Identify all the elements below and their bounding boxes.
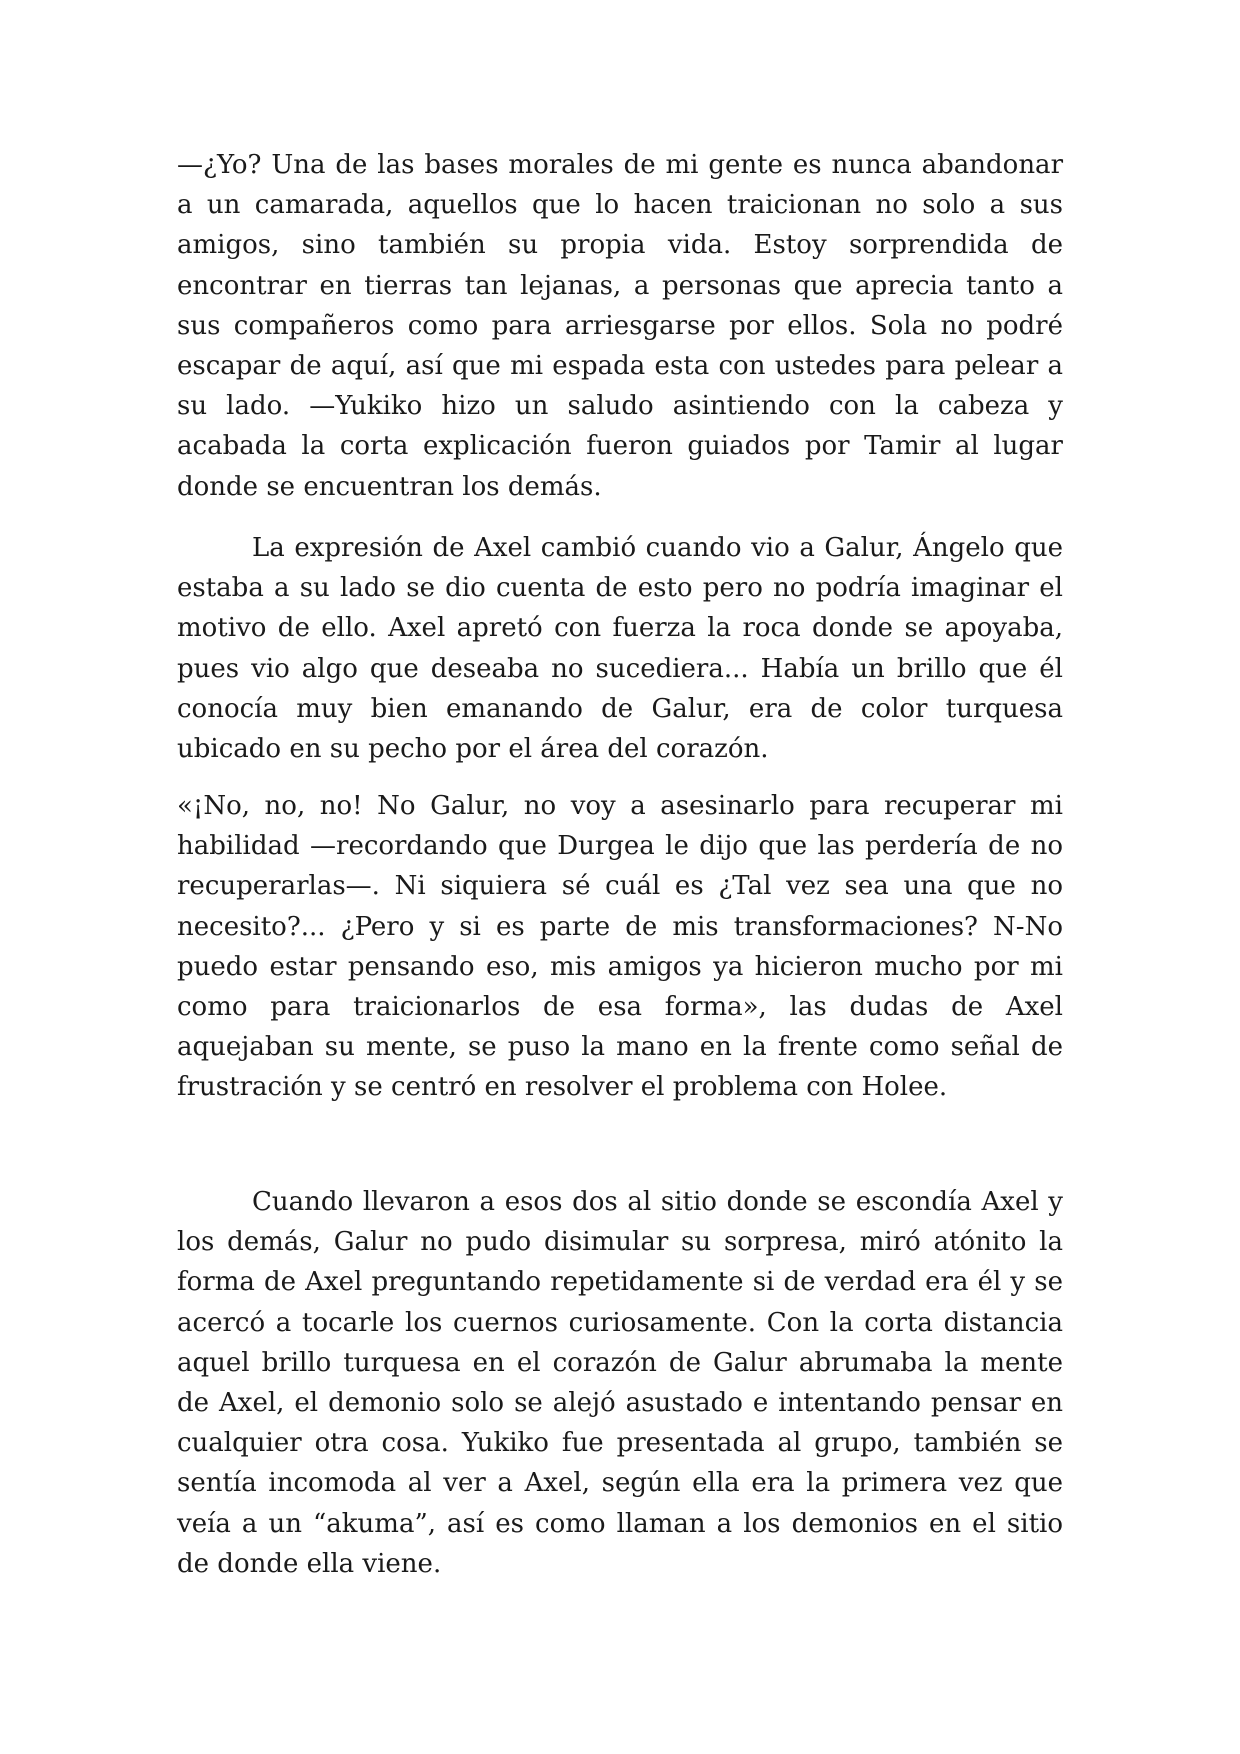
paragraph-group-meeting: Cuando llevaron a esos dos al sitio donde se escondía Axel y los demás, Galur no pudo disimular su sorpresa, miró atónito la forma de Axel preguntando repetidamente si de verdad era él y se acercó a tocarle los cuernos curiosamente. Con la corta distancia aquel brillo turquesa en el corazón de Galur abrumaba la mente de Axel, el demonio solo se alejó asustado e intentando pensar en cualquier otra cosa. Yukiko fue presentada al grupo, también se sentía incomoda al ver a Axel, según ella era la primera vez que veía a un “akuma”, así es como llaman a los demonios en el sitio de donde ella viene. — [177, 1187, 1063, 1579]
paragraph-dialogue-yukiko: —¿Yo? Una de las bases morales de mi gente es nunca abandonar a un camarada, aquellos que lo hacen traicionan no solo a sus amigos, sino también su propia vida. Estoy sorprendida de encontrar en tierras tan lejanas, a personas que aprecia tanto a sus compañeros como para arriesgarse por ellos. Sola no podré escapar de aquí, así que mi espada esta con ustedes para pelear a su lado. —Yukiko hizo un saludo asintiendo con la cabeza y acabada la corta explicación fueron guiados por Tamir al lugar donde se encuentran los demás. — [177, 150, 1063, 502]
paragraph-axel-thoughts: «¡No, no, no! No Galur, no voy a asesinarlo para recuperar mi habilidad —recordando que Durgea le dijo que las perdería de no recuperarlas—. Ni siquiera sé cuál es ¿Tal vez sea una que no necesito?... ¿Pero y si es parte de mis transformaciones? N-No puedo estar pensando eso, mis amigos ya hicieron mucho por mi como para traicionarlos de esa forma», las dudas de Axel aquejaban su mente, se puso la mano en la frente como señal de frustración y se centró en resolver el problema con Holee. — [177, 791, 1063, 1103]
paragraph-axel-expression: La expresión de Axel cambió cuando vio a Galur, Ángelo que estaba a su lado se dio cuenta de esto pero no podría imaginar el motivo de ello. Axel apretó con fuerza la roca donde se apoyaba, pues vio algo que deseaba no sucediera... Había un brillo que él conocía muy bien emanando de Galur, era de color turquesa ubicado en su pecho por el área del corazón. — [177, 533, 1063, 765]
